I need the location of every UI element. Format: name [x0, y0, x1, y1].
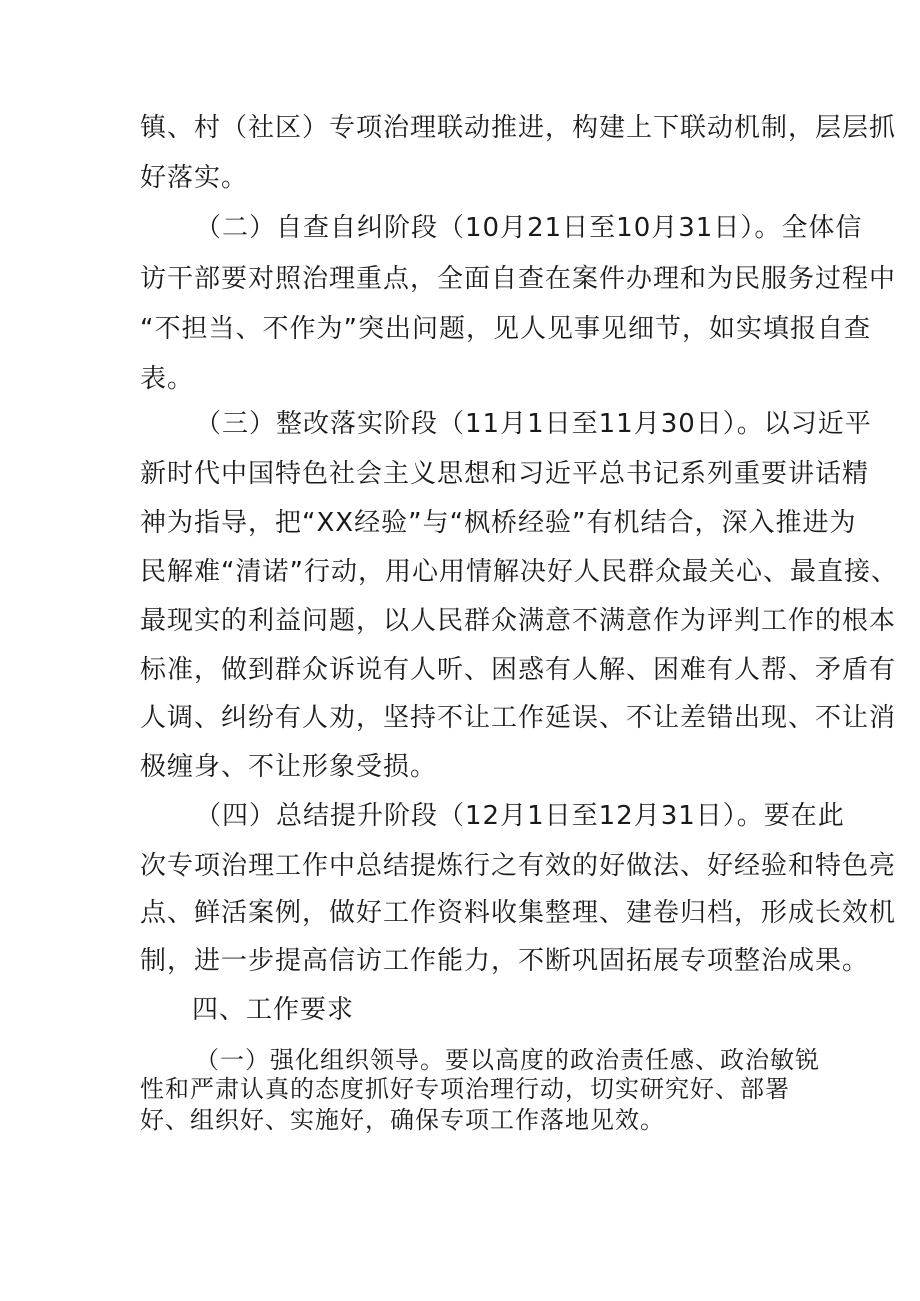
body-text-line: 表。	[140, 364, 195, 394]
requirement-1-heading-line: （一）强化组织领导。要以高度的政治责任感、政治敏锐	[195, 1046, 820, 1074]
body-text-line: 次专项治理工作中总结提炼行之有效的好做法、好经验和特色亮	[140, 851, 897, 881]
section-heading: 四、工作要求	[192, 995, 355, 1025]
body-text-line: 访干部要对照治理重点，全面自查在案件办理和为民服务过程中	[140, 264, 897, 294]
body-text-line: 极缠身、不让形象受损。	[140, 752, 438, 782]
body-text-line: 点、鲜活案例，做好工作资料收集整理、建卷归档，形成长效机	[140, 898, 897, 928]
body-text-line: 好、组织好、实施好，确保专项工作落地见效。	[140, 1106, 665, 1134]
section-2-heading-line: （二）自查自纠阶段（10月21日至10月31日）。全体信	[195, 213, 863, 243]
body-text-line: 民解难“清诺”行动，用心用情解决好人民群众最关心、最直接、	[140, 557, 898, 587]
body-text-line: 最现实的利益问题，以人民群众满意不满意作为评判工作的根本	[140, 606, 897, 636]
body-text-line: “不担当、不作为”突出问题，见人见事见细节，如实填报自查	[140, 314, 871, 344]
body-text-line: 标准，做到群众诉说有人听、困惑有人解、困难有人帮、矛盾有	[140, 655, 897, 685]
body-text-line: 人调、纠纷有人劝，坚持不让工作延误、不让差错出现、不让消	[140, 703, 897, 733]
body-text-line: 新时代中国特色社会主义思想和习近平总书记系列重要讲话精	[140, 459, 870, 489]
body-text-line: 制，进一步提高信访工作能力，不断巩固拓展专项整治成果。	[140, 946, 870, 976]
body-text-line: 性和严肃认真的态度抓好专项治理行动，切实研究好、部署	[140, 1075, 790, 1103]
body-text-line: 好落实。	[140, 163, 249, 193]
section-4-heading-line: （四）总结提升阶段（12月1日至12月31日）。要在此	[195, 801, 845, 831]
body-text-line: 镇、村（社区）专项治理联动推进，构建上下联动机制，层层抓	[140, 113, 897, 143]
section-3-heading-line: （三）整改落实阶段（11月1日至11月30日）。以习近平	[195, 409, 872, 439]
body-text-line: 神为指导，把“XX经验”与“枫桥经验”有机结合，深入推进为	[140, 508, 857, 538]
